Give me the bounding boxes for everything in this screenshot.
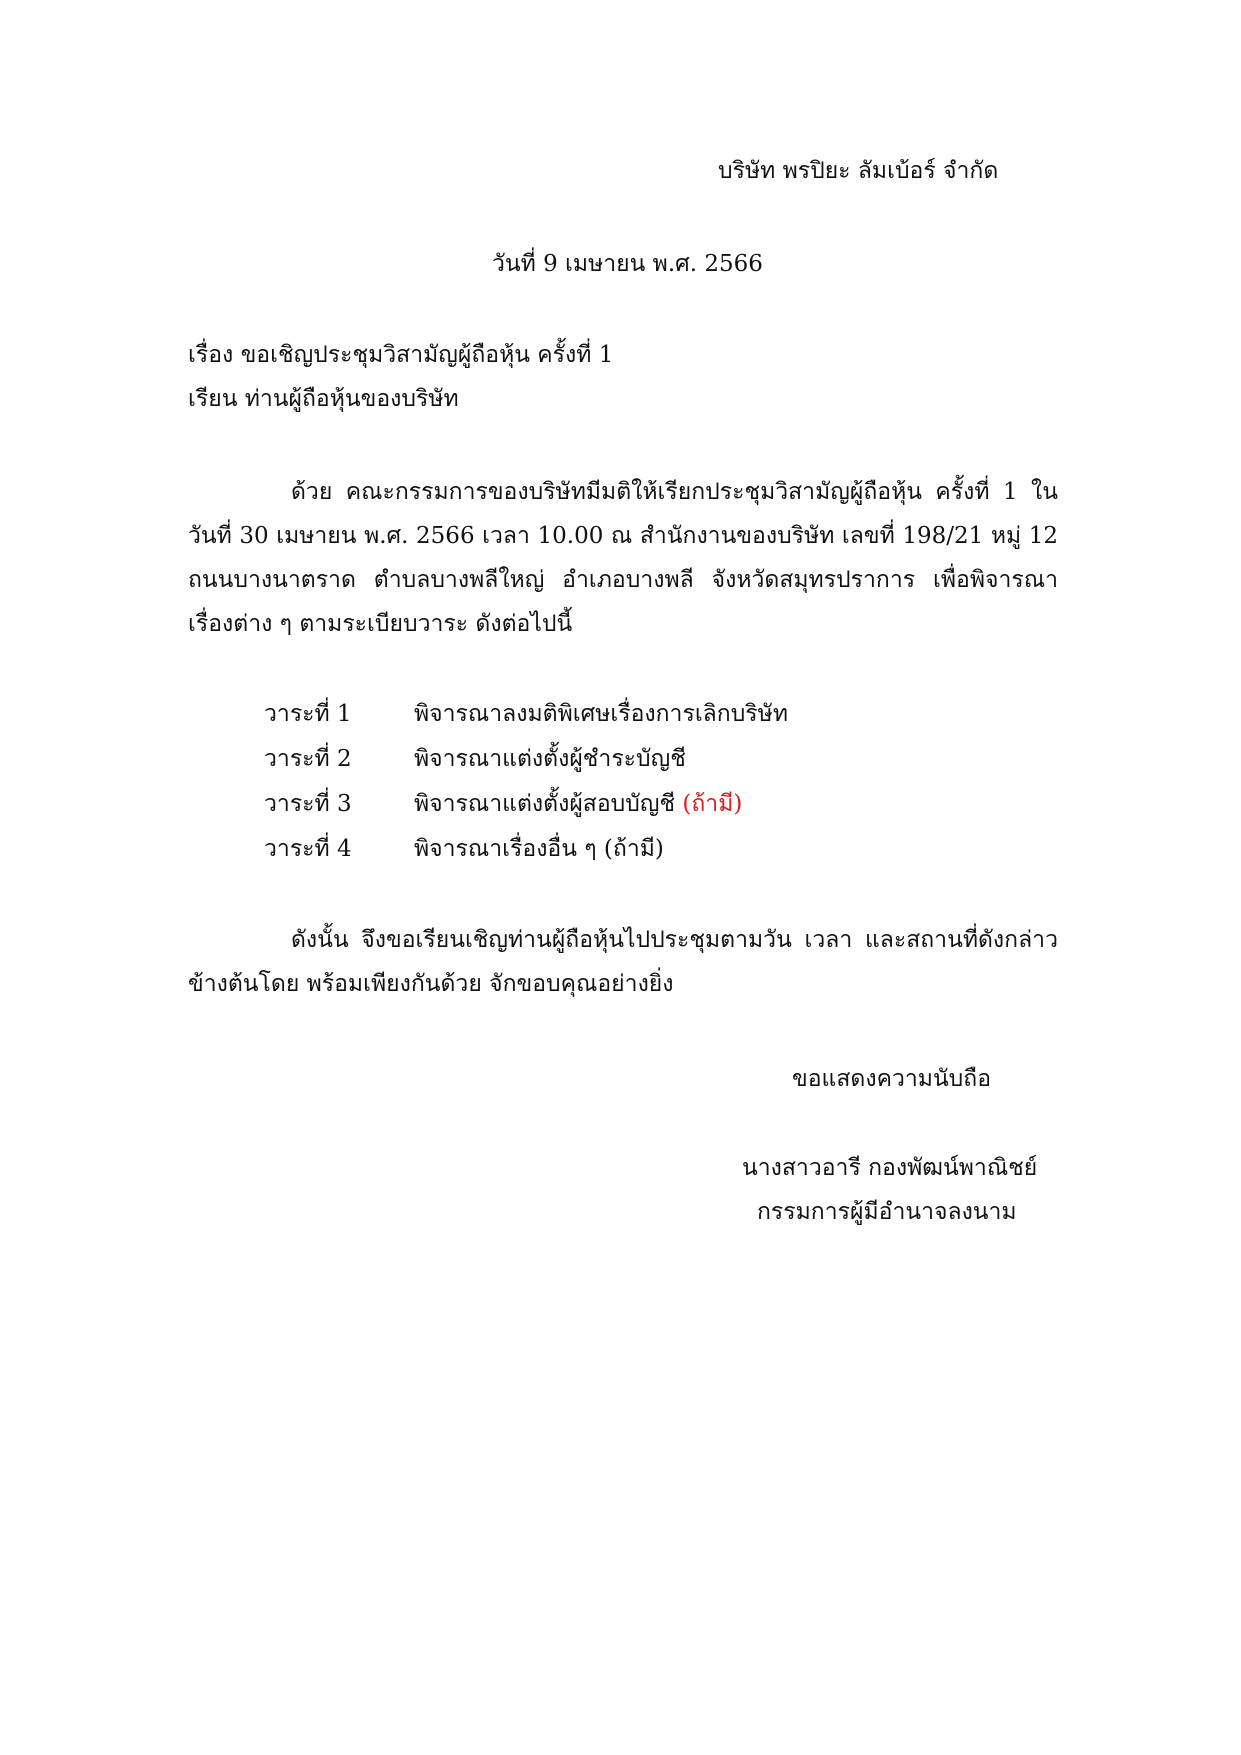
agenda-text [414, 703, 788, 726]
agenda-text-main: พิจารณาลงมติพิเศษเรื่องการเลิกบริษัท [414, 701, 788, 727]
agenda-item [264, 703, 964, 748]
agenda-list [264, 703, 964, 883]
agenda-text [414, 838, 664, 861]
agenda-item [264, 793, 964, 838]
agenda-item [264, 838, 964, 883]
letter-date: วันที่ 9 เมษายน พ.ศ. 2566 [492, 251, 763, 277]
agenda-number: วาระที่ 3 [264, 791, 352, 817]
signer-title: กรรมการผู้มีอำนาจลงนาม [757, 1199, 1017, 1225]
closing-paragraph-text: ดังนั้น จึงขอเรียนเชิญท่านผู้ถือหุ้นไปประชุมตามวัน เวลา และสถานที่ดังกล่าวข้างต้นโดย พร้อมเพียงกันด้วย จักขอบคุณอย่างยิ่ง [188, 927, 1058, 997]
agenda-text [414, 793, 742, 816]
letter-salutation: เรียน ท่านผู้ถือหุ้นของบริษัท [188, 386, 459, 412]
agenda-number: วาระที่ 2 [264, 746, 352, 772]
intro-paragraph-text: ด้วย คณะกรรมการของบริษัทมีมติให้เรียกประชุมวิสามัญผู้ถือหุ้น ครั้งที่ 1 ในวันที่ 30 เมษายน พ.ศ. 2566 เวลา 10.00 ณ สำนักงานของบริษัท เลขที่ 198/21 หมู่ 12 ถนนบางนาตราด ตำบลบางพลีใหญ่ อำเภอบางพลี จังหวัดสมุทรปราการ เพื่อพิจารณาเรื่องต่าง ๆ ตามระเบียบวาระ ดังต่อไปนี้ [188, 479, 1058, 637]
agenda-text-main: พิจารณาเรื่องอื่น ๆ (ถ้ามี) [414, 836, 664, 862]
closing-salutation: ขอแสดงความนับถือ [792, 1066, 992, 1092]
intro-paragraph [188, 470, 1058, 646]
company-name: บริษัท พรปิยะ ลัมเบ้อร์ จำกัด [718, 158, 999, 184]
agenda-number: วาระที่ 4 [264, 836, 352, 862]
closing-paragraph [188, 918, 1058, 1006]
agenda-text-main: พิจารณาแต่งตั้งผู้ชำระบัญชี [414, 746, 686, 772]
agenda-text-main: พิจารณาแต่งตั้งผู้สอบบัญชี [414, 791, 683, 817]
agenda-number: วาระที่ 1 [264, 701, 352, 727]
agenda-text [414, 748, 686, 771]
agenda-item [264, 748, 964, 793]
letter-subject: เรื่อง ขอเชิญประชุมวิสามัญผู้ถือหุ้น ครั้งที่ 1 [188, 342, 614, 368]
signer-name: นางสาวอารี กองพัฒน์พาณิชย์ [742, 1155, 1038, 1181]
agenda-note: (ถ้ามี) [682, 791, 743, 817]
